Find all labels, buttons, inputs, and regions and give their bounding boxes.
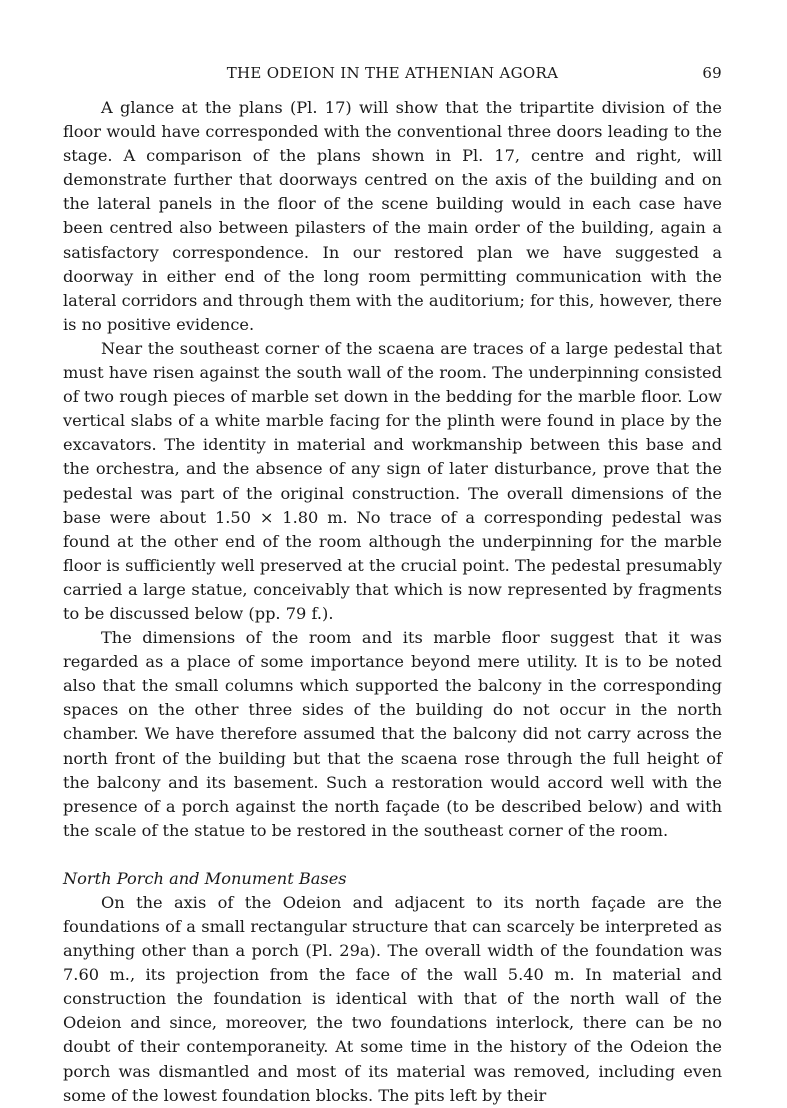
running-head-title: THE ODEION IN THE ATHENIAN AGORA [226, 64, 559, 82]
body-text [63, 96, 722, 1108]
section-heading: North Porch and Monument Bases [63, 868, 347, 888]
paragraph: The dimensions of the room and its marble floor suggest that it was regarded as a place of some importance beyond mere utility. It is to be noted also that the small columns which supported the balcony in the corresponding spaces on the other three sides of the building do not occur in the north chamber. We have therefore assumed that the balcony did not carry across the north front of the building but that the scaena rose through the full height of the balcony and its basement. Such a restoration would accord well with the presence of a porch against the north façade (to be described below) and with the scale of the statue to be restored in the southeast corner of the room. [63, 628, 722, 840]
page-number: 69 [702, 64, 722, 82]
paragraph: A glance at the plans (Pl. 17) will show that the tripartite division of the floor would have corresponded with the conventional three doors leading to the stage. A comparison of the plans shown in Pl. 17, centre and right, will demonstrate further that doorways centred on the axis of the building and on the lateral panels in the floor of the scene building would in each case have been centred also between pilasters of the main order of the building, again a satisfactory correspondence. In our restored plan we have suggested a doorway in either end of the long room permitting communication with the lateral corridors and through them with the auditorium; for this, however, there is no positive evidence. [63, 98, 722, 334]
paragraph: On the axis of the Odeion and adjacent to its north façade are the foundations of a small rectangular structure that can scarcely be interpreted as anything other than a porch (Pl. 29a). The overall width of the foundation was 7.60 m., its projection from the face of the wall 5.40 m. In material and construction the foundation is identical with that of the north wall of the Odeion and since, moreover, the two foundations interlock, there can be no doubt of their contemporaneity. At some time in the history of the Odeion the porch was dismantled and most of its material was removed, including even some of the lowest foundation blocks. The pits left by their [63, 892, 722, 1105]
running-head [63, 60, 722, 84]
page [63, 60, 722, 1108]
paragraph: Near the southeast corner of the scaena are traces of a large pedestal that must have risen against the south wall of the room. The underpinning consisted of two rough pieces of marble set down in the bedding for the marble floor. Low vertical slabs of a white marble facing for the plinth were found in place by the excavators. The identity in material and workmanship between this base and the orchestra, and the absence of any sign of later disturbance, prove that the pedestal was part of the original construction. The overall dimensions of the base were about 1.50 × 1.80 m. No trace of a corresponding pedestal was found at the other end of the room although the underpinning for the marble floor is sufficiently well preserved at the crucial point. The pedestal presumably carried a large statue, conceivably that which is now represented by fragments to be discussed below (pp. 79 f.). [63, 338, 722, 623]
